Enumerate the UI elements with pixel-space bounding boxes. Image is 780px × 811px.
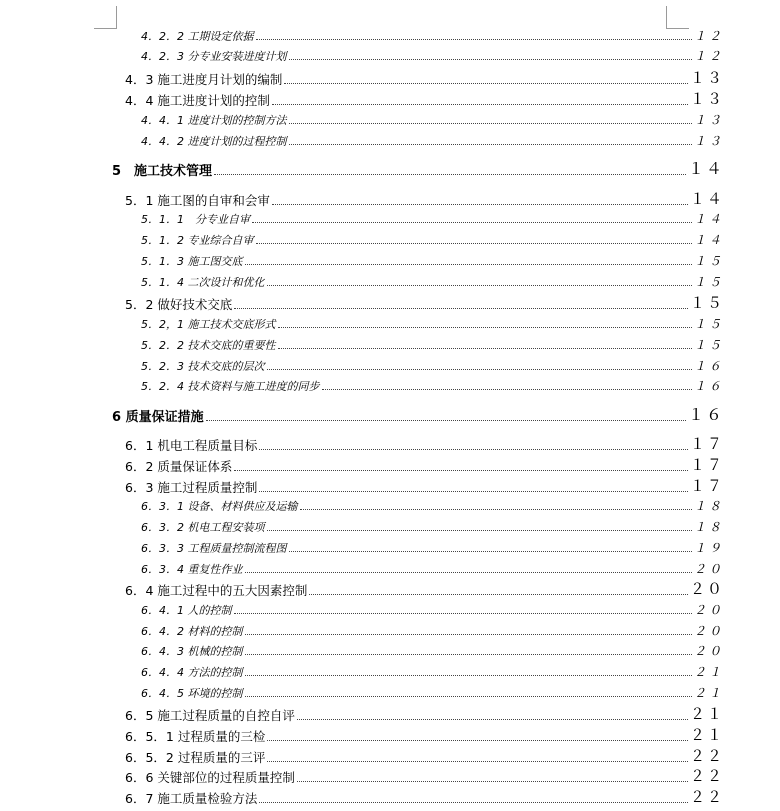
toc-entry[interactable] bbox=[141, 274, 724, 290]
toc-entry[interactable] bbox=[141, 519, 724, 535]
toc-dot-leader bbox=[267, 285, 692, 286]
toc-entry[interactable] bbox=[141, 602, 724, 618]
toc-entry-title: 6．4．5 环境的控制 bbox=[141, 687, 243, 700]
toc-entry-title: 6．5 施工过程质量的自控自评 bbox=[125, 708, 295, 723]
toc-dot-leader bbox=[259, 491, 688, 492]
toc-entry-title: 5．1．3 施工图交底 bbox=[141, 255, 243, 268]
toc-entry-title: 6．2 质量保证体系 bbox=[125, 459, 233, 474]
toc-page-number: １５ bbox=[693, 275, 724, 289]
toc-page-number: １８ bbox=[693, 520, 724, 534]
toc-entry-title: 6 质量保证措施 bbox=[112, 410, 204, 425]
toc-entry[interactable] bbox=[141, 378, 724, 394]
toc-page-number: １４ bbox=[693, 212, 724, 226]
toc-page-number: １５ bbox=[693, 254, 724, 268]
toc-entry-title: 4．4 施工进度计划的控制 bbox=[125, 93, 270, 108]
toc-page-number: ２０ bbox=[693, 562, 724, 576]
toc-entry-title: 6．5．1 过程质量的三检 bbox=[125, 729, 266, 744]
toc-dot-leader bbox=[309, 594, 688, 595]
toc-dot-leader bbox=[259, 449, 688, 450]
toc-entry[interactable] bbox=[125, 748, 724, 766]
toc-dot-leader bbox=[245, 634, 692, 635]
toc-page-number: １５ bbox=[693, 317, 724, 331]
toc-page-number: １６ bbox=[693, 379, 724, 393]
toc-entry[interactable] bbox=[141, 561, 724, 577]
toc-page-number: ２２ bbox=[689, 747, 724, 765]
toc-entry[interactable] bbox=[141, 664, 724, 680]
toc-page-number: １５ bbox=[693, 338, 724, 352]
toc-dot-leader bbox=[289, 59, 692, 60]
toc-page-number: ２２ bbox=[689, 788, 724, 806]
toc-entry-title: 5 施工技术管理 bbox=[112, 164, 213, 179]
toc-dot-leader bbox=[245, 654, 692, 655]
toc-entry-title: 5．2 做好技术交底 bbox=[125, 297, 233, 312]
toc-page-number: ２０ bbox=[693, 644, 724, 658]
toc-entry-title: 6．4 施工过程中的五大因素控制 bbox=[125, 583, 308, 598]
toc-page-number: ２０ bbox=[693, 603, 724, 617]
toc-page-number: １２ bbox=[693, 29, 724, 43]
toc-page-number: ２１ bbox=[693, 665, 724, 679]
toc-entry[interactable] bbox=[141, 498, 724, 514]
toc-dot-leader bbox=[256, 243, 692, 244]
toc-dot-leader bbox=[214, 174, 686, 175]
toc-entry-title: 5．1 施工图的自审和会审 bbox=[125, 193, 270, 208]
toc-dot-leader bbox=[206, 420, 686, 421]
toc-page-number: １３ bbox=[693, 113, 724, 127]
toc-entry-title: 4．4．2 进度计划的过程控制 bbox=[141, 135, 287, 148]
toc-dot-leader bbox=[267, 740, 688, 741]
toc-dot-leader bbox=[284, 83, 688, 84]
toc-page-number: １２ bbox=[693, 49, 724, 63]
toc-entry[interactable] bbox=[112, 161, 724, 179]
toc-entry[interactable] bbox=[125, 706, 724, 724]
toc-entry[interactable] bbox=[141, 48, 724, 64]
toc-entry[interactable] bbox=[141, 316, 724, 332]
toc-page-number: ２０ bbox=[689, 580, 724, 598]
toc-dot-leader bbox=[245, 572, 692, 573]
toc-dot-leader bbox=[245, 696, 692, 697]
toc-entry-title: 4．3 施工进度月计划的编制 bbox=[125, 72, 283, 87]
toc-entry-title: 6．5．2 过程质量的三评 bbox=[125, 750, 266, 765]
toc-page-number: １４ bbox=[693, 233, 724, 247]
toc-page-number: １９ bbox=[693, 541, 724, 555]
toc-dot-leader bbox=[289, 551, 692, 552]
toc-entry-title: 5．1．4 二次设计和优化 bbox=[141, 276, 265, 289]
toc-dot-leader bbox=[234, 613, 692, 614]
toc-entry-title: 5．1．1 分专业自审 bbox=[141, 213, 250, 226]
toc-entry-title: 5．2，1 施工技术交底形式 bbox=[141, 318, 276, 331]
toc-entry[interactable] bbox=[141, 337, 724, 353]
toc-dot-leader bbox=[267, 530, 692, 531]
toc-entry-title: 6．1 机电工程质量目标 bbox=[125, 438, 258, 453]
toc-page-number: ２１ bbox=[689, 726, 724, 744]
toc-page-number: １８ bbox=[693, 499, 724, 513]
toc-dot-leader bbox=[245, 675, 692, 676]
toc-entry-title: 6．3．4 重复性作业 bbox=[141, 563, 243, 576]
toc-page-number: １３ bbox=[689, 69, 724, 87]
toc-page-number: １３ bbox=[689, 90, 724, 108]
toc-entry-title: 5．1．2 专业综合自审 bbox=[141, 234, 254, 247]
toc-entry-title: 6．7 施工质量检验方法 bbox=[125, 791, 258, 806]
toc-dot-leader bbox=[322, 389, 692, 390]
toc-page-number: １４ bbox=[687, 159, 724, 178]
toc-page-number: １５ bbox=[689, 294, 724, 312]
toc-page-number: ２０ bbox=[693, 624, 724, 638]
toc-dot-leader bbox=[278, 327, 692, 328]
toc-dot-leader bbox=[267, 761, 688, 762]
toc-entry[interactable] bbox=[125, 768, 724, 786]
toc-page-number: １６ bbox=[687, 405, 724, 424]
margin-corner-mark-right bbox=[666, 6, 689, 29]
toc-dot-leader bbox=[272, 204, 688, 205]
toc-entry-title: 6．4．4 方法的控制 bbox=[141, 666, 243, 679]
toc-entry[interactable] bbox=[112, 407, 724, 425]
toc-page-number: １７ bbox=[689, 435, 724, 453]
toc-page-number: １４ bbox=[689, 190, 724, 208]
toc-entry[interactable] bbox=[141, 112, 724, 128]
toc-entry[interactable] bbox=[125, 789, 724, 807]
toc-dot-leader bbox=[267, 369, 692, 370]
toc-dot-leader bbox=[297, 781, 688, 782]
margin-corner-mark-left bbox=[94, 6, 117, 29]
toc-entry-title: 4．2．3 分专业安装进度计划 bbox=[141, 50, 287, 63]
toc-page-number: １６ bbox=[693, 359, 724, 373]
toc-entry-title: 6．3．2 机电工程安装项 bbox=[141, 521, 265, 534]
toc-entry[interactable] bbox=[125, 457, 724, 475]
toc-entry[interactable] bbox=[141, 211, 724, 227]
toc-entry-title: 6．3．3 工程质量控制流程图 bbox=[141, 542, 287, 555]
toc-entry[interactable] bbox=[125, 581, 724, 599]
toc-dot-leader bbox=[272, 104, 688, 105]
toc-entry-title: 6．4．3 机械的控制 bbox=[141, 645, 243, 658]
toc-entry[interactable] bbox=[141, 28, 724, 44]
toc-entry-title: 4．4．1 进度计划的控制方法 bbox=[141, 114, 287, 127]
toc-dot-leader bbox=[234, 470, 688, 471]
toc-page-number: １７ bbox=[689, 477, 724, 495]
toc-entry-title: 5．2．4 技术资料与施工进度的同步 bbox=[141, 380, 320, 393]
toc-dot-leader bbox=[259, 802, 688, 803]
toc-entry-title: 4．2．2 工期设定依据 bbox=[141, 30, 254, 43]
toc-dot-leader bbox=[256, 39, 692, 40]
toc-entry[interactable] bbox=[125, 295, 724, 313]
toc-entry[interactable] bbox=[125, 478, 724, 496]
toc-entry[interactable] bbox=[141, 540, 724, 556]
toc-dot-leader bbox=[252, 222, 692, 223]
toc-entry[interactable] bbox=[141, 232, 724, 248]
toc-entry-title: 6．6 关键部位的过程质量控制 bbox=[125, 770, 295, 785]
toc-dot-leader bbox=[278, 348, 692, 349]
toc-entry[interactable] bbox=[125, 191, 724, 209]
toc-entry[interactable] bbox=[125, 91, 724, 109]
toc-dot-leader bbox=[297, 719, 688, 720]
toc-dot-leader bbox=[289, 144, 692, 145]
toc-entry-title: 6．3 施工过程质量控制 bbox=[125, 480, 258, 495]
toc-entry-title: 6．4．1 人的控制 bbox=[141, 604, 232, 617]
toc-page-number: ２１ bbox=[689, 705, 724, 723]
toc-entry[interactable] bbox=[141, 623, 724, 639]
toc-entry[interactable] bbox=[141, 358, 724, 374]
toc-entry[interactable] bbox=[141, 133, 724, 149]
toc-entry-title: 5．2．2 技术交底的重要性 bbox=[141, 339, 276, 352]
toc-dot-leader bbox=[289, 123, 692, 124]
toc-entry[interactable] bbox=[125, 70, 724, 88]
toc-dot-leader bbox=[234, 308, 688, 309]
toc-page-number: ２１ bbox=[693, 686, 724, 700]
toc-entry[interactable] bbox=[125, 727, 724, 745]
toc-page-number: １３ bbox=[693, 134, 724, 148]
toc-dot-leader bbox=[245, 264, 692, 265]
toc-page-number: １７ bbox=[689, 456, 724, 474]
toc-entry-title: 5．2．3 技术交底的层次 bbox=[141, 360, 265, 373]
toc-entry-title: 6．3．1 设备、材料供应及运输 bbox=[141, 500, 298, 513]
toc-entry[interactable] bbox=[141, 685, 724, 701]
toc-page-number: ２２ bbox=[689, 767, 724, 785]
toc-entry-title: 6．4．2 材料的控制 bbox=[141, 625, 243, 638]
toc-entry[interactable] bbox=[141, 253, 724, 269]
toc-entry[interactable] bbox=[125, 436, 724, 454]
toc-dot-leader bbox=[300, 509, 692, 510]
toc-entry[interactable] bbox=[141, 643, 724, 659]
